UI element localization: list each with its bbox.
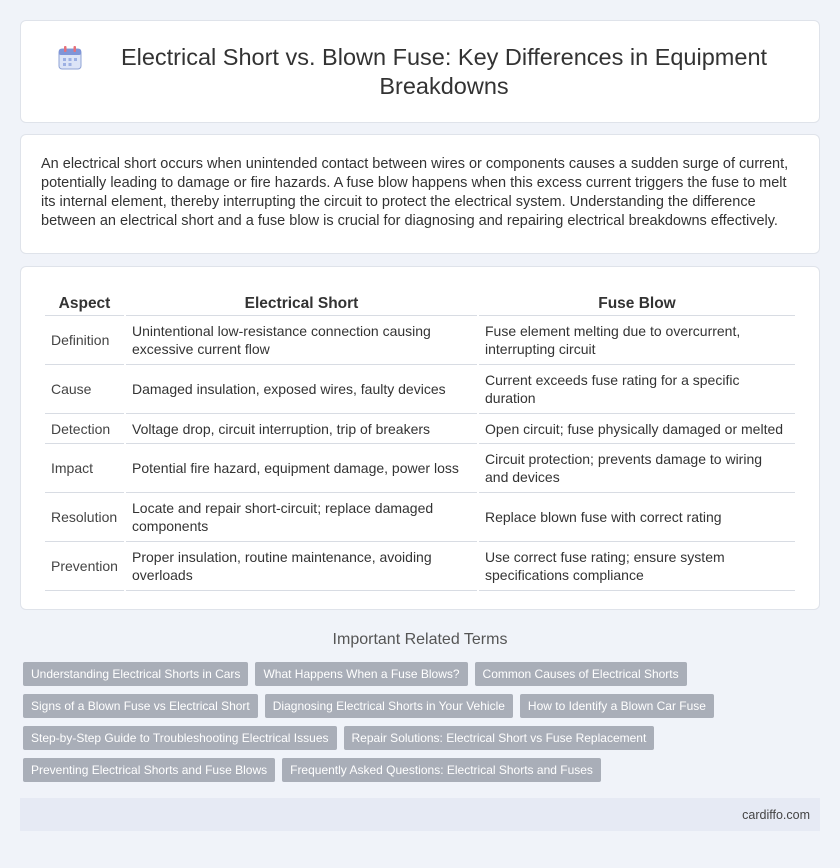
table-row [45, 316, 795, 365]
table-row [45, 542, 795, 591]
related-term-link[interactable]: Step-by-Step Guide to Troubleshooting Electrical Issues [23, 726, 337, 750]
related-term-link[interactable]: Preventing Electrical Shorts and Fuse Blows [23, 758, 275, 782]
fuse-cell: Open circuit; fuse physically damaged or melted [479, 414, 795, 444]
fuse-cell: Fuse element melting due to overcurrent, interrupting circuit [479, 316, 795, 365]
header-fuse-blow: Fuse Blow [479, 291, 795, 316]
related-term-link[interactable]: Signs of a Blown Fuse vs Electrical Short [23, 694, 258, 718]
short-cell: Proper insulation, routine maintenance, avoiding overloads [126, 542, 477, 591]
short-cell: Voltage drop, circuit interruption, trip of breakers [126, 414, 477, 444]
aspect-cell: Resolution [45, 493, 124, 542]
footer-site-link[interactable]: cardiffo.com [742, 807, 810, 822]
fuse-cell: Circuit protection; prevents damage to wiring and devices [479, 444, 795, 493]
fuse-cell: Current exceeds fuse rating for a specific duration [479, 365, 795, 414]
related-terms-list [23, 662, 820, 782]
intro-text: An electrical short occurs when unintended contact between wires or components causes a sudden surge of current, potentially leading to damage or fire hazards. A fuse blow happens when this excess current triggers the fuse to melt its internal element, thereby interrupting the circuit to protect the electrical system. Understanding the difference between an electrical short and a fuse blow is crucial for diagnosing and repairing electrical breakdowns effectively. [41, 156, 789, 229]
comparison-table-card [20, 266, 820, 610]
fuse-cell: Replace blown fuse with correct rating [479, 493, 795, 542]
related-term-link[interactable]: Common Causes of Electrical Shorts [475, 662, 687, 686]
header-card [20, 20, 820, 123]
table-row [45, 493, 795, 542]
related-term-link[interactable]: Understanding Electrical Shorts in Cars [23, 662, 248, 686]
related-term-link[interactable]: Diagnosing Electrical Shorts in Your Vehicle [265, 694, 513, 718]
aspect-cell: Definition [45, 316, 124, 365]
table-row [45, 414, 795, 444]
related-term-link[interactable]: What Happens When a Fuse Blows? [255, 662, 467, 686]
fuse-cell: Use correct fuse rating; ensure system specifications compliance [479, 542, 795, 591]
footer [20, 798, 820, 831]
short-cell: Locate and repair short-circuit; replace damaged components [126, 493, 477, 542]
table-row [45, 365, 795, 414]
aspect-cell: Impact [45, 444, 124, 493]
short-cell: Potential fire hazard, equipment damage, power loss [126, 444, 477, 493]
short-cell: Unintentional low-resistance connection causing excessive current flow [126, 316, 477, 365]
comparison-table [43, 291, 797, 591]
intro-card [20, 134, 820, 254]
calendar-icon [56, 44, 84, 72]
aspect-cell: Detection [45, 414, 124, 444]
related-term-link[interactable]: Repair Solutions: Electrical Short vs Fuse Replacement [344, 726, 655, 750]
header-aspect: Aspect [45, 291, 124, 316]
related-terms-title: Important Related Terms [332, 631, 508, 648]
related-term-link[interactable]: How to Identify a Blown Car Fuse [520, 694, 714, 718]
related-term-link[interactable]: Frequently Asked Questions: Electrical Shorts and Fuses [282, 758, 601, 782]
aspect-cell: Cause [45, 365, 124, 414]
aspect-cell: Prevention [45, 542, 124, 591]
header-electrical-short: Electrical Short [126, 291, 477, 316]
short-cell: Damaged insulation, exposed wires, faulty devices [126, 365, 477, 414]
page-title: Electrical Short vs. Blown Fuse: Key Differences in Equipment Breakdowns [120, 43, 768, 99]
table-row [45, 444, 795, 493]
